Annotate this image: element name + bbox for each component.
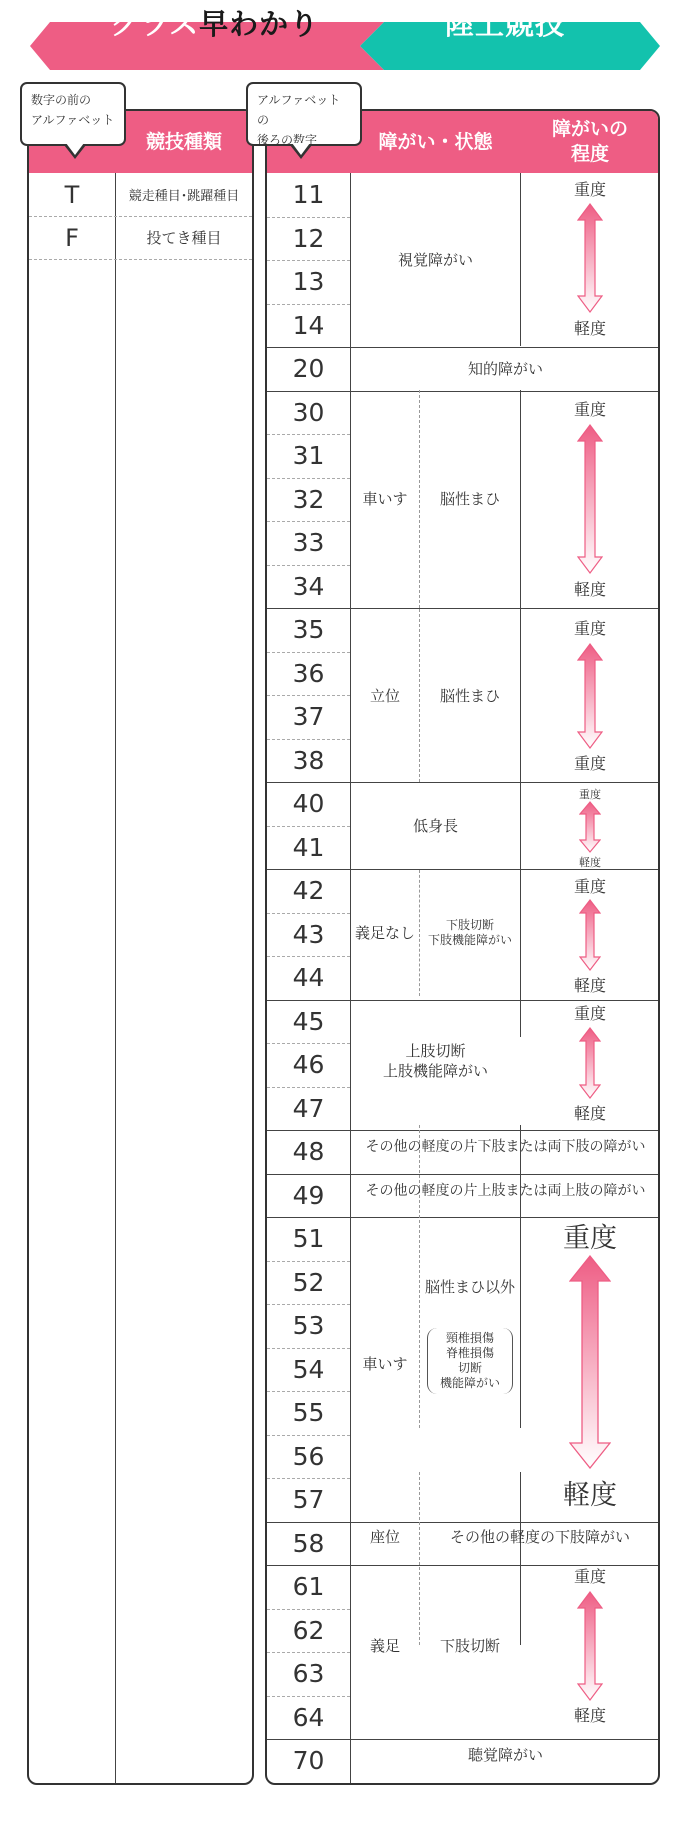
row-divider	[267, 478, 350, 479]
lower-limb-line2: 下肢機能障がい	[427, 933, 512, 947]
upper-limb-line1: 上肢切断	[405, 1042, 466, 1060]
header-level-line2: 程度	[570, 143, 609, 165]
level-heavy-30: 重度	[573, 400, 606, 419]
level-light-57: 軽度	[563, 1480, 617, 1511]
row-divider	[267, 913, 350, 914]
class-number: 31	[292, 441, 325, 471]
row-divider	[267, 565, 350, 566]
severity-arrow-42-44	[579, 899, 601, 971]
level-bottom-38: 重度	[573, 754, 606, 773]
condition-upper-limb	[351, 997, 520, 1125]
severity-arrow-40-41	[579, 801, 601, 853]
class-number: 12	[292, 223, 325, 253]
row-divider	[267, 1609, 350, 1610]
class-number: 45	[292, 1006, 325, 1036]
level-heavy-42: 重度	[573, 877, 606, 896]
row-divider	[267, 217, 350, 218]
condition-cp-35: 脳性まひ	[439, 686, 500, 705]
level-light-34: 軽度	[573, 580, 606, 599]
level-light-64: 軽度	[573, 1706, 606, 1725]
level-heavy-61: 重度	[573, 1567, 606, 1586]
row-divider	[267, 1652, 350, 1653]
class-number: 57	[292, 1485, 325, 1515]
class-number: 11	[292, 180, 325, 210]
condition-seated: 座位	[369, 1527, 400, 1546]
spinal-line3: 切断	[457, 1361, 482, 1375]
level-light-44: 軽度	[573, 976, 606, 995]
severity-arrow-30-34	[577, 424, 603, 574]
class-number: 20	[292, 354, 325, 384]
class-number: 38	[292, 745, 325, 775]
class-number: 61	[292, 1572, 325, 1602]
row-divider	[267, 695, 350, 696]
class-number: 43	[292, 919, 325, 949]
class-number: 36	[292, 658, 325, 688]
row-divider	[267, 1348, 350, 1349]
row-divider	[267, 1261, 350, 1262]
title-class-quick-guide: クラス早わかり	[110, 7, 320, 41]
level-light-47: 軽度	[573, 1104, 606, 1123]
left-sport-throwing: 投てき種目	[146, 229, 222, 247]
class-number: 52	[292, 1267, 325, 1297]
lower-limb-line1: 下肢切断	[445, 918, 494, 932]
severity-arrow-35-38	[577, 643, 603, 749]
row-divider	[29, 259, 252, 260]
row-divider	[267, 1304, 350, 1305]
upper-limb-line2: 上肢機能障がい	[382, 1062, 488, 1080]
class-number: 53	[292, 1311, 325, 1341]
right-table-panel	[265, 109, 660, 1785]
class-number: 70	[292, 1746, 325, 1776]
condition-other-lower: その他の軽度の下肢障がい	[449, 1527, 630, 1546]
callout-tail-inner	[66, 143, 84, 155]
level-heavy-40: 重度	[579, 788, 601, 801]
callout-left-line1: 数字の前の	[31, 93, 92, 107]
condition-cp-30: 脳性まひ	[439, 490, 500, 508]
severity-arrow-11-14	[577, 203, 603, 313]
title-athletics: 陸上競技	[445, 7, 566, 41]
class-number: 56	[292, 1441, 325, 1471]
severity-arrow-45-47	[579, 1027, 601, 1099]
condition-wheelchair-30: 車いす	[362, 490, 408, 508]
left-table-panel	[27, 109, 254, 1785]
left-code-t: T	[64, 180, 80, 209]
row-divider	[267, 1435, 350, 1436]
level-light-14: 軽度	[573, 319, 606, 338]
condition-no-prosthesis: 義足なし	[354, 924, 415, 942]
callout-right-line1: アルファベットの	[257, 93, 341, 127]
condition-hearing: 聴覚障がい	[467, 1745, 543, 1764]
class-number: 34	[292, 571, 325, 601]
callout-right-line2: 後ろの数字	[257, 133, 318, 147]
header-condition: 障がい・状態	[378, 130, 493, 153]
left-column-divider	[115, 173, 116, 1785]
condition-lower-limb	[420, 870, 520, 996]
condition-prosthesis: 義足	[369, 1636, 400, 1655]
level-heavy-45: 重度	[573, 1004, 606, 1023]
row-divider	[267, 1087, 350, 1088]
row-divider	[267, 1043, 350, 1044]
row-divider	[267, 434, 350, 435]
condition-short-stature: 低身長	[412, 817, 458, 835]
condition-non-cp: 脳性まひ以外	[424, 1278, 515, 1296]
class-number: 46	[292, 1050, 325, 1080]
header-sport-type: 競技種類	[145, 130, 222, 153]
condition-class-49: その他の軽度の片上肢または両上肢の障がい	[365, 1182, 646, 1199]
spinal-line1: 頸椎損傷	[445, 1331, 494, 1345]
class-number: 32	[292, 484, 325, 514]
class-number: 63	[292, 1659, 325, 1689]
class-number: 44	[292, 963, 325, 993]
class-number: 64	[292, 1702, 325, 1732]
class-number: 62	[292, 1615, 325, 1645]
condition-wheelchair-51: 車いす	[362, 1354, 408, 1373]
class-number: 37	[292, 702, 325, 732]
level-heavy-11: 重度	[573, 180, 606, 199]
callout-tail-inner	[292, 143, 310, 155]
row-divider	[267, 956, 350, 957]
row-divider	[267, 304, 350, 305]
level-heavy-35: 重度	[573, 619, 606, 638]
level-divider	[520, 783, 521, 1037]
left-sport-track-jump: 競走種目･跳躍種目	[128, 189, 240, 204]
row-divider	[267, 521, 350, 522]
callout-left-line2: アルファベット	[31, 113, 115, 127]
callout-prefix-letter	[20, 82, 126, 146]
class-number: 47	[292, 1093, 325, 1123]
callout-suffix-number	[246, 82, 362, 146]
class-number: 30	[292, 397, 325, 427]
class-number: 42	[292, 876, 325, 906]
condition-class-48: その他の軽度の片下肢または両下肢の障がい	[365, 1138, 646, 1155]
row-divider	[267, 1478, 350, 1479]
condition-amputation: 下肢切断	[439, 1636, 500, 1655]
condition-intellectual: 知的障がい	[467, 359, 543, 378]
row-divider	[267, 1696, 350, 1697]
class-number: 33	[292, 528, 325, 558]
row-divider	[267, 652, 350, 653]
level-light-41: 軽度	[579, 856, 601, 869]
class-number: 35	[292, 615, 325, 645]
class-number: 13	[292, 267, 325, 297]
class-number: 14	[292, 310, 325, 340]
condition-standing: 立位	[369, 686, 400, 705]
row-divider	[267, 260, 350, 261]
row-divider	[267, 826, 350, 827]
row-divider	[267, 1391, 350, 1392]
header-level	[520, 111, 660, 173]
condition-visual: 視覚障がい	[397, 250, 473, 269]
class-number: 55	[292, 1398, 325, 1428]
severity-arrow-51-57	[569, 1255, 611, 1469]
class-number: 41	[292, 832, 325, 862]
class-number: 40	[292, 789, 325, 819]
row-divider	[267, 739, 350, 740]
class-number: 51	[292, 1224, 325, 1254]
class-number: 48	[292, 1137, 325, 1167]
class-number: 58	[292, 1528, 325, 1558]
left-code-f: F	[65, 223, 79, 252]
severity-arrow-61-64	[577, 1591, 603, 1701]
spinal-line2: 脊椎損傷	[445, 1346, 494, 1360]
class-number: 54	[292, 1354, 325, 1384]
header-level-line1: 障がいの	[551, 118, 628, 140]
spinal-line4: 機能障がい	[439, 1376, 500, 1390]
level-heavy-51: 重度	[563, 1223, 617, 1254]
class-number: 49	[292, 1180, 325, 1210]
condition-spinal	[427, 1328, 513, 1394]
